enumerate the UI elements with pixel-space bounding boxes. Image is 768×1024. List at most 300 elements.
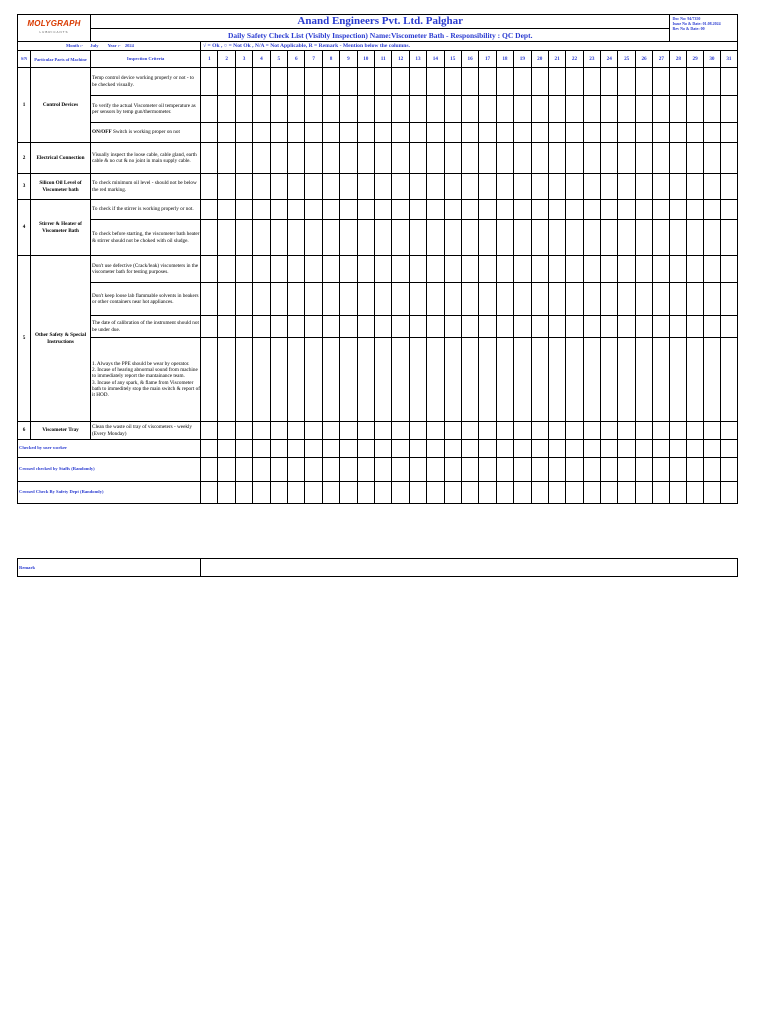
day-check-cell[interactable] xyxy=(514,316,531,338)
signoff-cell[interactable] xyxy=(409,440,426,458)
day-check-cell[interactable] xyxy=(253,220,270,256)
signoff-cell[interactable] xyxy=(461,482,478,504)
day-check-cell[interactable] xyxy=(670,220,687,256)
signoff-cell[interactable] xyxy=(479,458,496,482)
day-check-cell[interactable] xyxy=(409,256,426,283)
signoff-cell[interactable] xyxy=(514,482,531,504)
signoff-cell[interactable] xyxy=(653,482,670,504)
signoff-cell[interactable] xyxy=(618,458,635,482)
signoff-cell[interactable] xyxy=(357,440,374,458)
day-check-cell[interactable] xyxy=(270,96,287,123)
day-check-cell[interactable] xyxy=(305,68,322,96)
day-check-cell[interactable] xyxy=(635,68,652,96)
day-check-cell[interactable] xyxy=(496,338,513,422)
day-check-cell[interactable] xyxy=(444,143,461,174)
day-check-cell[interactable] xyxy=(409,143,426,174)
day-check-cell[interactable] xyxy=(409,316,426,338)
day-check-cell[interactable] xyxy=(566,316,583,338)
day-check-cell[interactable] xyxy=(375,316,392,338)
day-check-cell[interactable] xyxy=(409,283,426,316)
day-check-cell[interactable] xyxy=(409,123,426,143)
day-check-cell[interactable] xyxy=(218,422,235,440)
day-check-cell[interactable] xyxy=(392,174,409,200)
day-check-cell[interactable] xyxy=(687,283,704,316)
day-check-cell[interactable] xyxy=(444,96,461,123)
day-check-cell[interactable] xyxy=(496,96,513,123)
day-check-cell[interactable] xyxy=(461,143,478,174)
signoff-cell[interactable] xyxy=(601,458,618,482)
signoff-cell[interactable] xyxy=(427,458,444,482)
day-check-cell[interactable] xyxy=(566,96,583,123)
day-check-cell[interactable] xyxy=(635,200,652,220)
day-check-cell[interactable] xyxy=(322,220,339,256)
day-check-cell[interactable] xyxy=(322,143,339,174)
signoff-cell[interactable] xyxy=(305,440,322,458)
day-check-cell[interactable] xyxy=(427,143,444,174)
day-check-cell[interactable] xyxy=(253,283,270,316)
day-check-cell[interactable] xyxy=(618,174,635,200)
day-check-cell[interactable] xyxy=(704,200,721,220)
day-check-cell[interactable] xyxy=(357,174,374,200)
day-check-cell[interactable] xyxy=(392,68,409,96)
day-check-cell[interactable] xyxy=(687,96,704,123)
day-check-cell[interactable] xyxy=(670,283,687,316)
day-check-cell[interactable] xyxy=(479,68,496,96)
day-check-cell[interactable] xyxy=(653,200,670,220)
day-check-cell[interactable] xyxy=(427,338,444,422)
signoff-cell[interactable] xyxy=(270,458,287,482)
day-check-cell[interactable] xyxy=(322,96,339,123)
day-check-cell[interactable] xyxy=(531,316,548,338)
day-check-cell[interactable] xyxy=(670,174,687,200)
signoff-cell[interactable] xyxy=(322,458,339,482)
day-check-cell[interactable] xyxy=(720,143,737,174)
day-check-cell[interactable] xyxy=(496,143,513,174)
day-check-cell[interactable] xyxy=(375,422,392,440)
day-check-cell[interactable] xyxy=(720,422,737,440)
day-check-cell[interactable] xyxy=(548,200,565,220)
signoff-cell[interactable] xyxy=(566,458,583,482)
day-check-cell[interactable] xyxy=(461,174,478,200)
day-check-cell[interactable] xyxy=(235,123,252,143)
day-check-cell[interactable] xyxy=(288,143,305,174)
day-check-cell[interactable] xyxy=(218,174,235,200)
day-check-cell[interactable] xyxy=(548,96,565,123)
day-check-cell[interactable] xyxy=(357,316,374,338)
day-check-cell[interactable] xyxy=(479,316,496,338)
day-check-cell[interactable] xyxy=(253,200,270,220)
day-check-cell[interactable] xyxy=(566,220,583,256)
day-check-cell[interactable] xyxy=(444,220,461,256)
day-check-cell[interactable] xyxy=(444,123,461,143)
signoff-cell[interactable] xyxy=(704,458,721,482)
day-check-cell[interactable] xyxy=(479,200,496,220)
signoff-cell[interactable] xyxy=(340,458,357,482)
day-check-cell[interactable] xyxy=(201,68,218,96)
day-check-cell[interactable] xyxy=(305,96,322,123)
signoff-cell[interactable] xyxy=(392,440,409,458)
day-check-cell[interactable] xyxy=(357,123,374,143)
day-check-cell[interactable] xyxy=(218,283,235,316)
signoff-cell[interactable] xyxy=(601,482,618,504)
day-check-cell[interactable] xyxy=(687,256,704,283)
day-check-cell[interactable] xyxy=(479,422,496,440)
day-check-cell[interactable] xyxy=(270,220,287,256)
day-check-cell[interactable] xyxy=(288,283,305,316)
day-check-cell[interactable] xyxy=(253,68,270,96)
day-check-cell[interactable] xyxy=(218,68,235,96)
day-check-cell[interactable] xyxy=(444,283,461,316)
signoff-cell[interactable] xyxy=(375,458,392,482)
signoff-cell[interactable] xyxy=(531,440,548,458)
day-check-cell[interactable] xyxy=(496,220,513,256)
day-check-cell[interactable] xyxy=(375,123,392,143)
day-check-cell[interactable] xyxy=(218,256,235,283)
day-check-cell[interactable] xyxy=(583,256,600,283)
day-check-cell[interactable] xyxy=(566,422,583,440)
day-check-cell[interactable] xyxy=(305,283,322,316)
day-check-cell[interactable] xyxy=(340,256,357,283)
day-check-cell[interactable] xyxy=(253,174,270,200)
day-check-cell[interactable] xyxy=(427,68,444,96)
day-check-cell[interactable] xyxy=(531,68,548,96)
day-check-cell[interactable] xyxy=(340,96,357,123)
signoff-cell[interactable] xyxy=(357,458,374,482)
day-check-cell[interactable] xyxy=(427,174,444,200)
day-check-cell[interactable] xyxy=(548,283,565,316)
day-check-cell[interactable] xyxy=(496,316,513,338)
signoff-cell[interactable] xyxy=(235,458,252,482)
signoff-cell[interactable] xyxy=(496,440,513,458)
day-check-cell[interactable] xyxy=(201,123,218,143)
day-check-cell[interactable] xyxy=(461,338,478,422)
day-check-cell[interactable] xyxy=(704,143,721,174)
signoff-cell[interactable] xyxy=(392,458,409,482)
day-check-cell[interactable] xyxy=(253,338,270,422)
day-check-cell[interactable] xyxy=(392,422,409,440)
day-check-cell[interactable] xyxy=(531,96,548,123)
day-check-cell[interactable] xyxy=(340,422,357,440)
day-check-cell[interactable] xyxy=(322,283,339,316)
day-check-cell[interactable] xyxy=(583,220,600,256)
day-check-cell[interactable] xyxy=(392,283,409,316)
day-check-cell[interactable] xyxy=(357,422,374,440)
day-check-cell[interactable] xyxy=(653,96,670,123)
signoff-cell[interactable] xyxy=(288,458,305,482)
day-check-cell[interactable] xyxy=(218,96,235,123)
day-check-cell[interactable] xyxy=(704,96,721,123)
signoff-cell[interactable] xyxy=(340,482,357,504)
signoff-cell[interactable] xyxy=(548,482,565,504)
day-check-cell[interactable] xyxy=(566,143,583,174)
day-check-cell[interactable] xyxy=(704,422,721,440)
day-check-cell[interactable] xyxy=(201,338,218,422)
signoff-cell[interactable] xyxy=(479,482,496,504)
day-check-cell[interactable] xyxy=(444,316,461,338)
day-check-cell[interactable] xyxy=(322,316,339,338)
day-check-cell[interactable] xyxy=(548,68,565,96)
signoff-cell[interactable] xyxy=(270,482,287,504)
day-check-cell[interactable] xyxy=(514,283,531,316)
day-check-cell[interactable] xyxy=(496,200,513,220)
day-check-cell[interactable] xyxy=(270,316,287,338)
day-check-cell[interactable] xyxy=(548,256,565,283)
day-check-cell[interactable] xyxy=(409,68,426,96)
day-check-cell[interactable] xyxy=(375,338,392,422)
day-check-cell[interactable] xyxy=(235,220,252,256)
day-check-cell[interactable] xyxy=(201,316,218,338)
remark-field[interactable] xyxy=(201,559,738,577)
day-check-cell[interactable] xyxy=(496,123,513,143)
day-check-cell[interactable] xyxy=(201,96,218,123)
day-check-cell[interactable] xyxy=(601,68,618,96)
day-check-cell[interactable] xyxy=(583,123,600,143)
day-check-cell[interactable] xyxy=(514,143,531,174)
day-check-cell[interactable] xyxy=(601,200,618,220)
signoff-cell[interactable] xyxy=(583,482,600,504)
day-check-cell[interactable] xyxy=(218,200,235,220)
signoff-cell[interactable] xyxy=(670,482,687,504)
day-check-cell[interactable] xyxy=(653,316,670,338)
day-check-cell[interactable] xyxy=(601,123,618,143)
day-check-cell[interactable] xyxy=(444,338,461,422)
day-check-cell[interactable] xyxy=(720,200,737,220)
day-check-cell[interactable] xyxy=(514,422,531,440)
day-check-cell[interactable] xyxy=(704,220,721,256)
day-check-cell[interactable] xyxy=(479,143,496,174)
signoff-cell[interactable] xyxy=(427,482,444,504)
signoff-cell[interactable] xyxy=(618,440,635,458)
signoff-cell[interactable] xyxy=(548,440,565,458)
signoff-cell[interactable] xyxy=(305,482,322,504)
day-check-cell[interactable] xyxy=(322,174,339,200)
day-check-cell[interactable] xyxy=(288,316,305,338)
day-check-cell[interactable] xyxy=(288,96,305,123)
day-check-cell[interactable] xyxy=(479,96,496,123)
day-check-cell[interactable] xyxy=(687,220,704,256)
signoff-cell[interactable] xyxy=(201,482,218,504)
day-check-cell[interactable] xyxy=(601,316,618,338)
day-check-cell[interactable] xyxy=(305,220,322,256)
day-check-cell[interactable] xyxy=(566,256,583,283)
day-check-cell[interactable] xyxy=(653,68,670,96)
day-check-cell[interactable] xyxy=(531,220,548,256)
day-check-cell[interactable] xyxy=(288,200,305,220)
day-check-cell[interactable] xyxy=(635,283,652,316)
day-check-cell[interactable] xyxy=(531,338,548,422)
day-check-cell[interactable] xyxy=(253,316,270,338)
signoff-cell[interactable] xyxy=(670,458,687,482)
day-check-cell[interactable] xyxy=(375,220,392,256)
day-check-cell[interactable] xyxy=(635,123,652,143)
day-check-cell[interactable] xyxy=(635,96,652,123)
day-check-cell[interactable] xyxy=(409,96,426,123)
day-check-cell[interactable] xyxy=(514,256,531,283)
day-check-cell[interactable] xyxy=(357,143,374,174)
signoff-cell[interactable] xyxy=(253,482,270,504)
day-check-cell[interactable] xyxy=(357,338,374,422)
signoff-cell[interactable] xyxy=(514,458,531,482)
day-check-cell[interactable] xyxy=(566,68,583,96)
day-check-cell[interactable] xyxy=(288,220,305,256)
day-check-cell[interactable] xyxy=(653,123,670,143)
day-check-cell[interactable] xyxy=(635,256,652,283)
day-check-cell[interactable] xyxy=(444,422,461,440)
day-check-cell[interactable] xyxy=(461,123,478,143)
day-check-cell[interactable] xyxy=(235,338,252,422)
day-check-cell[interactable] xyxy=(687,200,704,220)
signoff-cell[interactable] xyxy=(635,458,652,482)
day-check-cell[interactable] xyxy=(687,316,704,338)
day-check-cell[interactable] xyxy=(670,200,687,220)
day-check-cell[interactable] xyxy=(375,96,392,123)
day-check-cell[interactable] xyxy=(670,96,687,123)
signoff-cell[interactable] xyxy=(618,482,635,504)
signoff-cell[interactable] xyxy=(427,440,444,458)
signoff-cell[interactable] xyxy=(375,440,392,458)
day-check-cell[interactable] xyxy=(720,338,737,422)
day-check-cell[interactable] xyxy=(392,220,409,256)
day-check-cell[interactable] xyxy=(601,220,618,256)
day-check-cell[interactable] xyxy=(496,283,513,316)
signoff-cell[interactable] xyxy=(531,482,548,504)
day-check-cell[interactable] xyxy=(704,316,721,338)
day-check-cell[interactable] xyxy=(479,123,496,143)
signoff-cell[interactable] xyxy=(322,482,339,504)
signoff-cell[interactable] xyxy=(461,458,478,482)
day-check-cell[interactable] xyxy=(270,338,287,422)
day-check-cell[interactable] xyxy=(218,220,235,256)
day-check-cell[interactable] xyxy=(409,422,426,440)
day-check-cell[interactable] xyxy=(270,174,287,200)
signoff-cell[interactable] xyxy=(444,440,461,458)
signoff-cell[interactable] xyxy=(409,458,426,482)
day-check-cell[interactable] xyxy=(375,283,392,316)
day-check-cell[interactable] xyxy=(618,283,635,316)
day-check-cell[interactable] xyxy=(253,422,270,440)
signoff-cell[interactable] xyxy=(444,482,461,504)
day-check-cell[interactable] xyxy=(531,143,548,174)
day-check-cell[interactable] xyxy=(514,220,531,256)
signoff-cell[interactable] xyxy=(635,482,652,504)
signoff-cell[interactable] xyxy=(720,440,737,458)
day-check-cell[interactable] xyxy=(235,143,252,174)
day-check-cell[interactable] xyxy=(253,96,270,123)
day-check-cell[interactable] xyxy=(444,174,461,200)
day-check-cell[interactable] xyxy=(531,200,548,220)
day-check-cell[interactable] xyxy=(670,123,687,143)
signoff-cell[interactable] xyxy=(704,482,721,504)
day-check-cell[interactable] xyxy=(461,96,478,123)
day-check-cell[interactable] xyxy=(618,338,635,422)
day-check-cell[interactable] xyxy=(201,422,218,440)
day-check-cell[interactable] xyxy=(253,123,270,143)
day-check-cell[interactable] xyxy=(305,143,322,174)
day-check-cell[interactable] xyxy=(357,256,374,283)
day-check-cell[interactable] xyxy=(201,283,218,316)
day-check-cell[interactable] xyxy=(653,256,670,283)
signoff-cell[interactable] xyxy=(305,458,322,482)
signoff-cell[interactable] xyxy=(322,440,339,458)
day-check-cell[interactable] xyxy=(618,68,635,96)
day-check-cell[interactable] xyxy=(305,200,322,220)
signoff-cell[interactable] xyxy=(583,458,600,482)
day-check-cell[interactable] xyxy=(496,174,513,200)
day-check-cell[interactable] xyxy=(601,143,618,174)
day-check-cell[interactable] xyxy=(479,220,496,256)
day-check-cell[interactable] xyxy=(583,96,600,123)
signoff-cell[interactable] xyxy=(270,440,287,458)
day-check-cell[interactable] xyxy=(392,316,409,338)
day-check-cell[interactable] xyxy=(653,283,670,316)
signoff-cell[interactable] xyxy=(253,458,270,482)
day-check-cell[interactable] xyxy=(375,174,392,200)
day-check-cell[interactable] xyxy=(531,256,548,283)
day-check-cell[interactable] xyxy=(427,220,444,256)
day-check-cell[interactable] xyxy=(357,200,374,220)
day-check-cell[interactable] xyxy=(514,338,531,422)
day-check-cell[interactable] xyxy=(444,68,461,96)
day-check-cell[interactable] xyxy=(409,220,426,256)
day-check-cell[interactable] xyxy=(566,174,583,200)
signoff-cell[interactable] xyxy=(635,440,652,458)
day-check-cell[interactable] xyxy=(392,143,409,174)
day-check-cell[interactable] xyxy=(461,220,478,256)
day-check-cell[interactable] xyxy=(704,123,721,143)
day-check-cell[interactable] xyxy=(514,68,531,96)
day-check-cell[interactable] xyxy=(583,200,600,220)
day-check-cell[interactable] xyxy=(288,422,305,440)
day-check-cell[interactable] xyxy=(601,283,618,316)
day-check-cell[interactable] xyxy=(514,123,531,143)
day-check-cell[interactable] xyxy=(427,96,444,123)
day-check-cell[interactable] xyxy=(201,143,218,174)
day-check-cell[interactable] xyxy=(548,422,565,440)
day-check-cell[interactable] xyxy=(618,220,635,256)
day-check-cell[interactable] xyxy=(444,200,461,220)
day-check-cell[interactable] xyxy=(427,422,444,440)
day-check-cell[interactable] xyxy=(427,256,444,283)
day-check-cell[interactable] xyxy=(305,338,322,422)
signoff-cell[interactable] xyxy=(375,482,392,504)
day-check-cell[interactable] xyxy=(618,422,635,440)
day-check-cell[interactable] xyxy=(531,283,548,316)
day-check-cell[interactable] xyxy=(235,174,252,200)
day-check-cell[interactable] xyxy=(635,174,652,200)
day-check-cell[interactable] xyxy=(583,316,600,338)
day-check-cell[interactable] xyxy=(670,338,687,422)
signoff-cell[interactable] xyxy=(201,458,218,482)
day-check-cell[interactable] xyxy=(720,123,737,143)
day-check-cell[interactable] xyxy=(687,123,704,143)
day-check-cell[interactable] xyxy=(548,123,565,143)
day-check-cell[interactable] xyxy=(340,68,357,96)
signoff-cell[interactable] xyxy=(687,458,704,482)
signoff-cell[interactable] xyxy=(235,440,252,458)
day-check-cell[interactable] xyxy=(704,174,721,200)
signoff-cell[interactable] xyxy=(218,458,235,482)
signoff-cell[interactable] xyxy=(496,458,513,482)
day-check-cell[interactable] xyxy=(704,283,721,316)
day-check-cell[interactable] xyxy=(392,256,409,283)
day-check-cell[interactable] xyxy=(635,422,652,440)
day-check-cell[interactable] xyxy=(566,338,583,422)
day-check-cell[interactable] xyxy=(392,338,409,422)
day-check-cell[interactable] xyxy=(305,422,322,440)
day-check-cell[interactable] xyxy=(305,256,322,283)
day-check-cell[interactable] xyxy=(653,174,670,200)
day-check-cell[interactable] xyxy=(322,200,339,220)
